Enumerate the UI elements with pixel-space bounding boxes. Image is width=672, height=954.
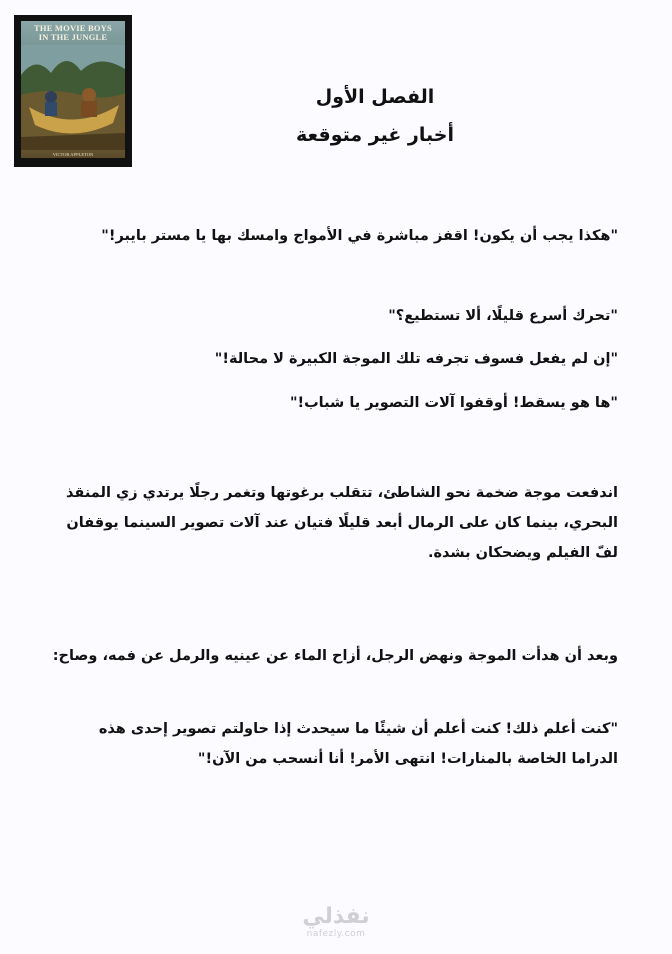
paragraph-2: "تحرك أسرع قليلًا، ألا تستطيع؟"	[388, 308, 618, 324]
paragraph-4: "ها هو يسقط! أوقفوا آلات التصوير يا شباب!"	[289, 395, 618, 411]
paragraph-7: "كنت أعلم ذلك! كنت أعلم أن شيئًا ما سيحدث إذا حاولتم تصوير إحدى هذه الدراما الخاصة بالمنارات! انتهى الأمر! أنا أنسحب من الآن!"	[98, 721, 618, 767]
cover-title-line1: THE MOVIE BOYS	[34, 23, 112, 33]
cover-title-line2: IN THE JUNGLE	[38, 32, 108, 42]
watermark	[0, 905, 672, 939]
cover-title	[21, 24, 125, 42]
cover-illustration	[21, 21, 125, 158]
cover-author: VICTOR APPLETON	[52, 152, 94, 157]
book-cover	[14, 15, 132, 167]
paragraph-6: وبعد أن هدأت الموجة ونهض الرجل، أزاح الماء عن عينيه والرمل عن فمه، وصاح:	[52, 648, 618, 664]
paragraph-1: "هكذا يجب أن يكون! اقفز مباشرة في الأمواج وامسك بها يا مستر بايبر!"	[101, 228, 618, 244]
paragraph-5: اندفعت موجة ضخمة نحو الشاطئ، تتقلب برغوتها وتغمر رجلًا يرتدي زي المنقذ البحري، بينما كان على الرمال أبعد قليلًا فتيان عند آلات تصوير السينما يوقفان لفّ الفيلم ويضحكان بشدة.	[66, 485, 618, 561]
watermark-arabic: نفذلي	[302, 904, 370, 929]
paragraph-3: "إن لم يفعل فسوف تجرفه تلك الموجة الكبيرة لا محالة!"	[214, 351, 618, 367]
chapter-number: الفصل الأول	[315, 86, 435, 108]
chapter-title: أخبار غير متوقعة	[296, 124, 454, 146]
cover-art-image	[21, 45, 125, 150]
watermark-latin: nafezly.com	[306, 929, 366, 939]
